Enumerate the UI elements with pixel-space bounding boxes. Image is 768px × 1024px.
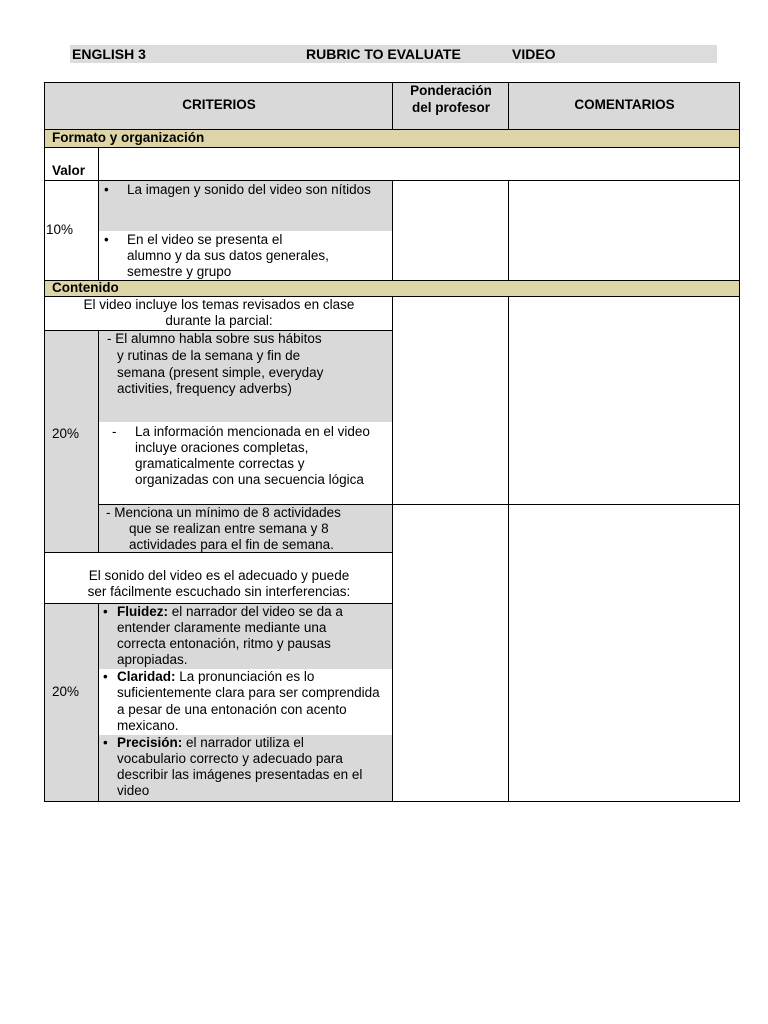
percent-cell-10: 10% xyxy=(44,181,98,281)
percent-cell-20-contenido: 20% xyxy=(44,331,98,553)
header-comentarios: COMENTARIOS xyxy=(508,82,740,130)
percent-cell-20-sonido: 20% xyxy=(44,604,98,802)
criterion-actividades: - Menciona un mínimo de 8 actividades que se realizan entre semana y 8 actividades para el fin de semana. xyxy=(98,504,392,553)
criterion-claridad: • Claridad: La pronunciación es lo suficientemente clara para ser comprendida a pesar de una entonación con acento mexicano. xyxy=(98,669,392,735)
comentarios-cell-2[interactable] xyxy=(508,297,740,505)
precision-label: Precisión: xyxy=(117,735,183,750)
criterion-datos-generales: • En el video se presenta el alumno y da sus datos generales, semestre y grupo xyxy=(98,231,392,281)
comentarios-cell-3[interactable] xyxy=(508,505,740,802)
valor-empty-cell xyxy=(98,148,740,181)
contenido-intro: El video incluye los temas revisados en clase durante la parcial: xyxy=(44,297,392,331)
criterion-fluidez: • Fluidez: el narrador del video se da a entender claramente mediante una correcta entonación, ritmo y pausas apropiadas. xyxy=(98,604,392,669)
header-criterios: CRITERIOS xyxy=(44,82,392,130)
claridad-label: Claridad: xyxy=(117,669,176,684)
section-contenido-title: Contenido xyxy=(44,281,740,297)
criterion-habitos-rutinas: - El alumno habla sobre sus hábitos y rutinas de la semana y fin de semana (present simple, everyday activities, frequency adverbs) xyxy=(98,331,392,422)
rubric-title: RUBRIC TO EVALUATE xyxy=(306,46,461,62)
course-title: ENGLISH 3 xyxy=(72,46,146,62)
header-ponderacion: Ponderación del profesor xyxy=(392,82,508,130)
section-formato-title: Formato y organización xyxy=(44,130,740,148)
rubric-subject: VIDEO xyxy=(512,46,556,62)
ponderacion-cell-1[interactable] xyxy=(392,181,508,281)
sonido-intro: El sonido del video es el adecuado y puede ser fácilmente escuchado sin interferencias: xyxy=(44,553,392,604)
valor-label-cell: Valor xyxy=(44,148,98,181)
document-header xyxy=(70,45,717,63)
criterion-imagen-sonido: • La imagen y sonido del video son nítidos xyxy=(98,181,392,231)
comentarios-cell-1[interactable] xyxy=(508,181,740,281)
ponderacion-cell-3[interactable] xyxy=(392,505,508,802)
criterion-precision: • Precisión: el narrador utiliza el vocabulario correcto y adecuado para describir las imágenes presentadas en el video xyxy=(98,735,392,802)
criterion-oraciones-completas: - La información mencionada en el video incluye oraciones completas, gramaticalmente correctas y organizadas con una secuencia lógica xyxy=(98,422,392,504)
fluidez-label: Fluidez: xyxy=(117,604,168,619)
ponderacion-cell-2[interactable] xyxy=(392,297,508,505)
